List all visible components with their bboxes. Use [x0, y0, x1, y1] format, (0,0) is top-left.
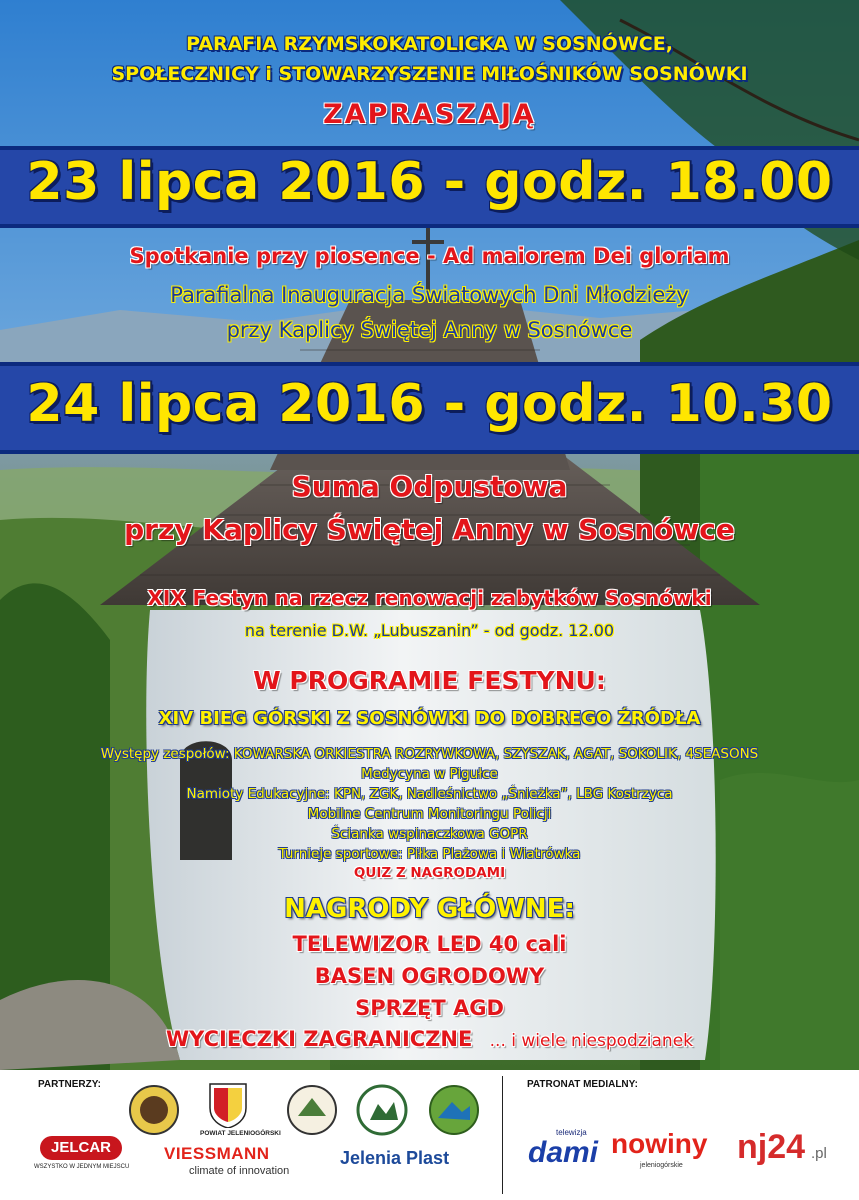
footer-divider	[502, 1076, 503, 1194]
partner-emblem-3-icon	[286, 1084, 338, 1136]
tv-logo-label: telewizja	[556, 1128, 587, 1137]
powiat-coat-of-arms-icon	[208, 1082, 248, 1128]
jelcar-tagline: WSZYSTKO W JEDNYM MIEJSCU	[34, 1164, 130, 1170]
program-item: Medycyna w Pigułce	[361, 766, 498, 782]
prize-item: BASEN OGRODOWY	[314, 964, 545, 988]
mass-line-1: Suma Odpustowa	[291, 470, 568, 503]
partner-emblem-1-icon	[128, 1084, 180, 1136]
organizer-line-2: SPOŁECZNICY i STOWARZYSZENIE MIŁOŚNIKÓW SOSNÓWKI	[111, 63, 748, 85]
event1-line-2: przy Kaplicy Świętej Anny w Sosnówce	[226, 318, 633, 342]
prize-last-line	[0, 1027, 859, 1051]
program-quiz: QUIZ Z NAGRODAMI	[353, 865, 506, 881]
program-run: XIV BIEG GÓRSKI Z SOSNÓWKI DO DOBREGO ŹRÓDŁA	[158, 708, 701, 729]
viessmann-tagline: climate of innovation	[189, 1165, 290, 1177]
jelenia-plast-logo: Jelenia Plast	[340, 1148, 450, 1168]
prize-surprises: ... i wiele niespodzianek	[489, 1031, 693, 1051]
jelcar-logo: JELCAR	[50, 1139, 111, 1156]
sponsors-footer	[0, 1070, 859, 1200]
organizer-line-1: PARAFIA RZYMSKOKATOLICKA W SOSNÓWCE,	[186, 33, 673, 55]
partners-label: PARTNERZY:	[38, 1079, 101, 1090]
national-park-emblem-icon	[428, 1084, 480, 1136]
program-item: Turnieje sportowe: Piłka Plażowa i Wiatrówka	[278, 846, 581, 862]
nj24-domain: .pl	[811, 1145, 827, 1162]
festyn-line-2: na terenie D.W. „Lubuszanin” - od godz. 12.00	[244, 621, 615, 640]
date-banner-1-text: 23 lipca 2016 - godz. 18.00	[26, 152, 833, 212]
program-item: Występy zespołów: KOWARSKA ORKIESTRA ROZRYWKOWA, SZYSZAK, AGAT, SOKOLIK, 4SEASONS	[100, 746, 759, 762]
program-item: Ścianka wspinaczkowa GOPR	[331, 826, 528, 842]
program-heading: W PROGRAMIE FESTYNU:	[253, 666, 606, 695]
date-banner-2-text: 24 lipca 2016 - godz. 10.30	[26, 374, 833, 434]
nowiny-logo: nowiny	[611, 1128, 708, 1159]
prizes-heading: NAGRODY GŁÓWNE:	[284, 894, 575, 924]
invite-heading: ZAPRASZAJĄ	[323, 99, 536, 130]
program-item: Mobilne Centrum Monitoringu Policji	[307, 806, 552, 822]
event1-line-1: Parafialna Inauguracja Światowych Dni Młodzieży	[170, 283, 689, 307]
powiat-label: POWIAT JELENIOGÓRSKI	[200, 1130, 281, 1137]
prize-item: SPRZĘT AGD	[355, 996, 504, 1020]
nowiny-sublabel: jeleniogórskie	[640, 1162, 683, 1169]
viessmann-logo: VIESSMANN	[164, 1144, 270, 1163]
mass-line-2: przy Kaplicy Świętej Anny w Sosnówce	[124, 513, 735, 546]
prize-trips: WYCIECZKI ZAGRANICZNE	[166, 1027, 473, 1051]
program-item: Namioty Edukacyjne: KPN, ZGK, Nadleśnictwo „Śnieżka”, LBG Kostrzyca	[186, 786, 673, 802]
tv-dami-logo: dami	[528, 1136, 599, 1169]
media-patronage-label: PATRONAT MEDIALNY:	[527, 1079, 638, 1090]
festyn-line-1: XIX Festyn na rzecz renowacji zabytków Sosnówki	[147, 586, 712, 610]
event1-title: Spotkanie przy piosence - Ad maiorem Dei gloriam	[129, 244, 730, 268]
nj24-logo: nj24	[737, 1128, 806, 1166]
prize-item: TELEWIZOR LED 40 cali	[292, 932, 567, 956]
partner-emblem-4-icon	[356, 1084, 408, 1136]
